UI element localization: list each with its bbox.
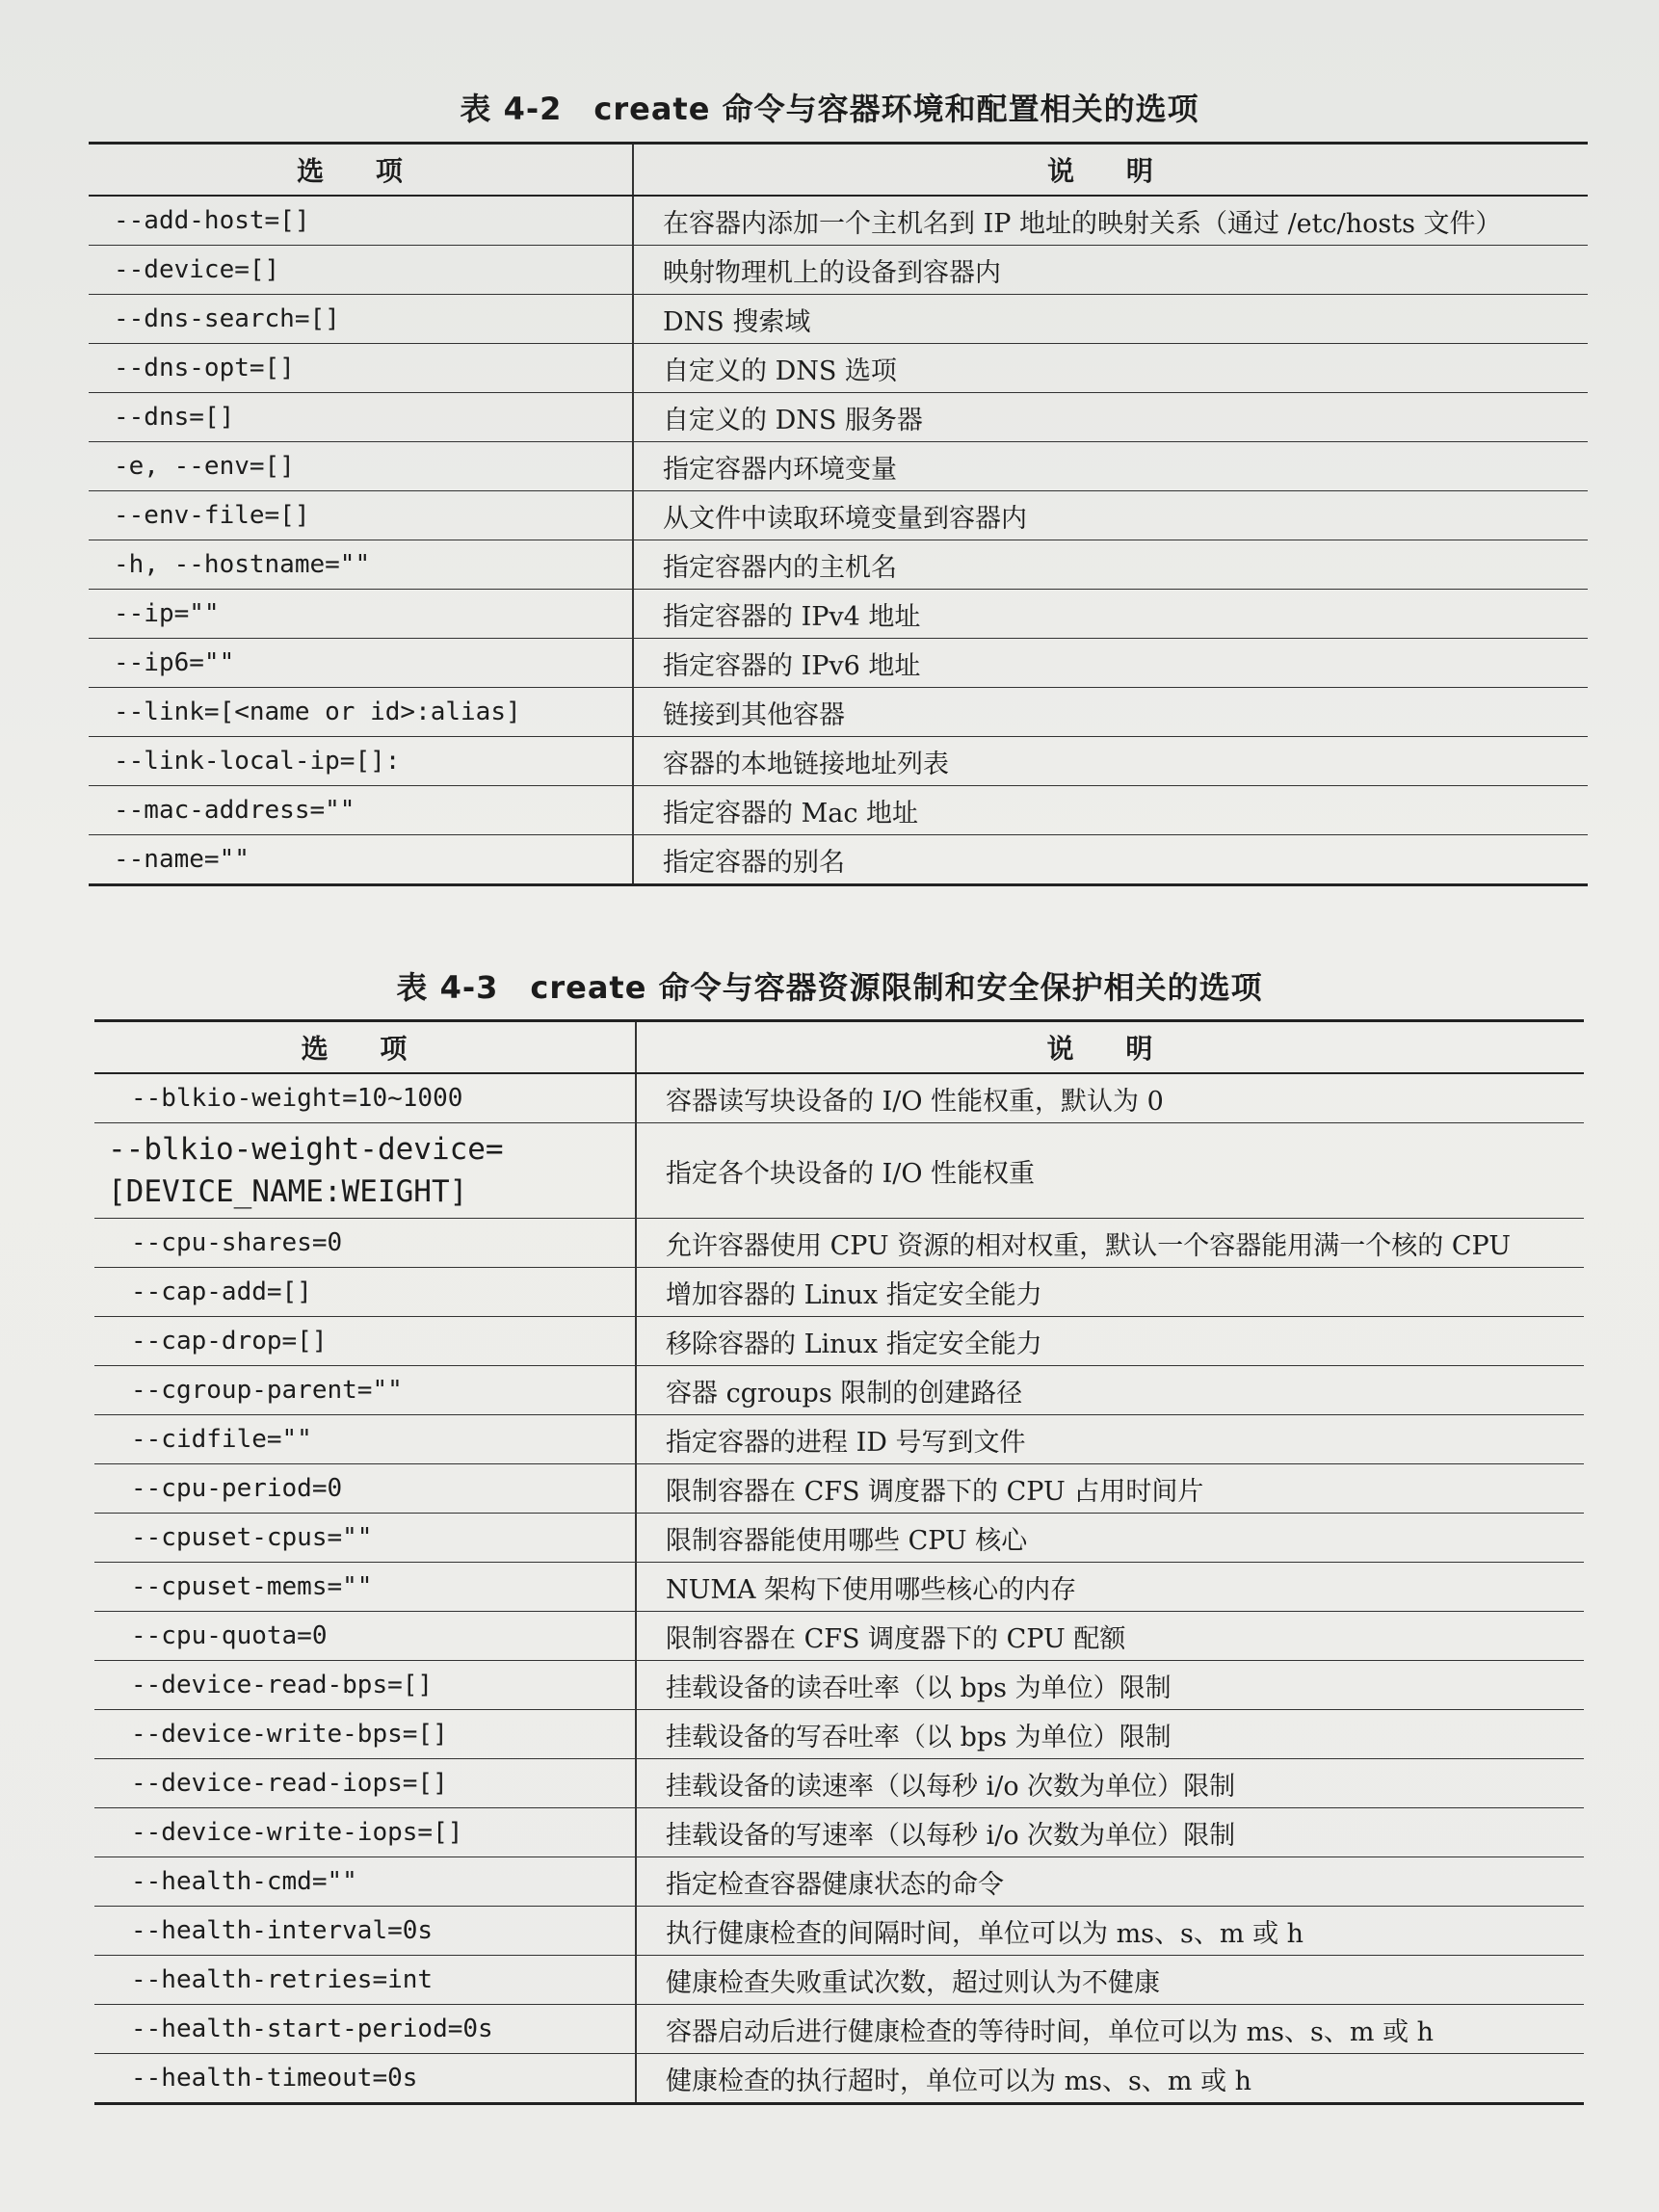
- table-row: [89, 590, 1588, 639]
- description-cell: 从文件中读取环境变量到容器内: [633, 491, 1588, 540]
- table-row: [94, 1415, 1584, 1464]
- option-cell: --ip6="": [89, 639, 633, 688]
- table-row: [94, 1907, 1584, 1956]
- table-row: [94, 1123, 1584, 1219]
- option-cell: --name="": [89, 835, 633, 885]
- table-row: [89, 786, 1588, 835]
- table-row: [94, 1857, 1584, 1907]
- option-cell: --health-interval=0s: [94, 1907, 636, 1956]
- table-4-3-caption: 表 4-3 create 命令与容器资源限制和安全保护相关的选项: [396, 969, 1263, 1006]
- option-cell: --cpu-shares=0: [94, 1219, 636, 1268]
- option-cell: --add-host=[]: [89, 196, 633, 246]
- option-cell: --device=[]: [89, 246, 633, 295]
- table-row: [89, 688, 1588, 737]
- description-cell: NUMA 架构下使用哪些核心的内存: [636, 1563, 1584, 1612]
- option-cell: --device-write-bps=[]: [94, 1710, 636, 1759]
- table-row: [94, 1464, 1584, 1514]
- description-cell: 健康检查的执行超时，单位可以为 ms、s、m 或 h: [636, 2054, 1584, 2104]
- table-row: [94, 1710, 1584, 1759]
- description-cell: 限制容器在 CFS 调度器下的 CPU 配额: [636, 1612, 1584, 1661]
- table-row: [94, 1759, 1584, 1808]
- description-cell: DNS 搜索域: [633, 295, 1588, 344]
- table-4-3: [94, 1019, 1584, 2105]
- table-row: [94, 1808, 1584, 1857]
- option-cell: --health-cmd="": [94, 1857, 636, 1907]
- table-row: [89, 442, 1588, 491]
- description-cell: 在容器内添加一个主机名到 IP 地址的映射关系（通过 /etc/hosts 文件）: [633, 196, 1588, 246]
- option-cell: --device-read-bps=[]: [94, 1661, 636, 1710]
- table-4-2-caption: 表 4-2 create 命令与容器环境和配置相关的选项: [460, 91, 1199, 127]
- option-cell: -h, --hostname="": [89, 540, 633, 590]
- description-cell: 挂载设备的写吞吐率（以 bps 为单位）限制: [636, 1710, 1584, 1759]
- table-row: [94, 1219, 1584, 1268]
- description-cell: 增加容器的 Linux 指定安全能力: [636, 1268, 1584, 1317]
- table-row: [94, 1268, 1584, 1317]
- table-row: [94, 1366, 1584, 1415]
- description-cell: 映射物理机上的设备到容器内: [633, 246, 1588, 295]
- option-cell: -e, --env=[]: [89, 442, 633, 491]
- description-cell: 挂载设备的读速率（以每秒 i/o 次数为单位）限制: [636, 1759, 1584, 1808]
- description-cell: 容器 cgroups 限制的创建路径: [636, 1366, 1584, 1415]
- table-row: [94, 2054, 1584, 2104]
- option-cell: --blkio-weight=10~1000: [94, 1073, 636, 1123]
- table-header-row: [94, 1021, 1584, 1074]
- table-row: [89, 246, 1588, 295]
- description-cell: 指定容器的 IPv4 地址: [633, 590, 1588, 639]
- option-cell: --health-timeout=0s: [94, 2054, 636, 2104]
- column-header-description: 说 明: [633, 144, 1588, 197]
- table-row: [89, 737, 1588, 786]
- option-cell: --ip="": [89, 590, 633, 639]
- table-row: [89, 196, 1588, 246]
- description-cell: 指定容器的别名: [633, 835, 1588, 885]
- table-row: [94, 1563, 1584, 1612]
- option-cell: --mac-address="": [89, 786, 633, 835]
- table-row: [89, 835, 1588, 885]
- description-cell: 指定检查容器健康状态的命令: [636, 1857, 1584, 1907]
- option-cell: --link=[<name or id>:alias]: [89, 688, 633, 737]
- option-cell: --cpu-quota=0: [94, 1612, 636, 1661]
- description-cell: 指定容器内的主机名: [633, 540, 1588, 590]
- description-cell: 自定义的 DNS 服务器: [633, 393, 1588, 442]
- description-cell: 限制容器在 CFS 调度器下的 CPU 占用时间片: [636, 1464, 1584, 1514]
- option-cell: --cpuset-mems="": [94, 1563, 636, 1612]
- option-cell: --health-retries=int: [94, 1956, 636, 2005]
- option-cell: --cpu-period=0: [94, 1464, 636, 1514]
- description-cell: 指定容器内环境变量: [633, 442, 1588, 491]
- description-cell: 容器的本地链接地址列表: [633, 737, 1588, 786]
- description-cell: 健康检查失败重试次数，超过则认为不健康: [636, 1956, 1584, 2005]
- table-row: [89, 393, 1588, 442]
- table-row: [94, 1514, 1584, 1563]
- option-cell: --blkio-weight-device=[DEVICE_NAME:WEIGHT]: [94, 1123, 636, 1219]
- option-cell: --cap-add=[]: [94, 1268, 636, 1317]
- table-row: [89, 344, 1588, 393]
- column-header-option: 选 项: [89, 144, 633, 197]
- table-row: [89, 295, 1588, 344]
- table-row: [94, 1317, 1584, 1366]
- table-header-row: [89, 144, 1588, 197]
- description-cell: 挂载设备的读吞吐率（以 bps 为单位）限制: [636, 1661, 1584, 1710]
- description-cell: 自定义的 DNS 选项: [633, 344, 1588, 393]
- option-cell: --link-local-ip=[]:: [89, 737, 633, 786]
- description-cell: 指定容器的 Mac 地址: [633, 786, 1588, 835]
- column-header-option: 选 项: [94, 1021, 636, 1074]
- table-4-2: [89, 142, 1588, 886]
- option-cell: --dns-opt=[]: [89, 344, 633, 393]
- option-cell: --cap-drop=[]: [94, 1317, 636, 1366]
- table-row: [94, 2005, 1584, 2054]
- description-cell: 允许容器使用 CPU 资源的相对权重，默认一个容器能用满一个核的 CPU: [636, 1219, 1584, 1268]
- description-cell: 限制容器能使用哪些 CPU 核心: [636, 1514, 1584, 1563]
- description-cell: 指定各个块设备的 I/O 性能权重: [636, 1123, 1584, 1219]
- option-cell: --device-read-iops=[]: [94, 1759, 636, 1808]
- table-row: [94, 1612, 1584, 1661]
- option-cell: --cpuset-cpus="": [94, 1514, 636, 1563]
- description-cell: 容器读写块设备的 I/O 性能权重，默认为 0: [636, 1073, 1584, 1123]
- column-header-description: 说 明: [636, 1021, 1584, 1074]
- description-cell: 移除容器的 Linux 指定安全能力: [636, 1317, 1584, 1366]
- description-cell: 挂载设备的写速率（以每秒 i/o 次数为单位）限制: [636, 1808, 1584, 1857]
- option-cell: --cidfile="": [94, 1415, 636, 1464]
- option-cell: --cgroup-parent="": [94, 1366, 636, 1415]
- description-cell: 指定容器的进程 ID 号写到文件: [636, 1415, 1584, 1464]
- table-row: [89, 540, 1588, 590]
- option-cell: --dns=[]: [89, 393, 633, 442]
- option-cell: --health-start-period=0s: [94, 2005, 636, 2054]
- table-row: [94, 1073, 1584, 1123]
- table-row: [94, 1661, 1584, 1710]
- table-row: [94, 1956, 1584, 2005]
- option-cell: --device-write-iops=[]: [94, 1808, 636, 1857]
- table-row: [89, 491, 1588, 540]
- option-cell: --dns-search=[]: [89, 295, 633, 344]
- description-cell: 指定容器的 IPv6 地址: [633, 639, 1588, 688]
- description-cell: 链接到其他容器: [633, 688, 1588, 737]
- description-cell: 容器启动后进行健康检查的等待时间，单位可以为 ms、s、m 或 h: [636, 2005, 1584, 2054]
- table-row: [89, 639, 1588, 688]
- option-cell: --env-file=[]: [89, 491, 633, 540]
- description-cell: 执行健康检查的间隔时间，单位可以为 ms、s、m 或 h: [636, 1907, 1584, 1956]
